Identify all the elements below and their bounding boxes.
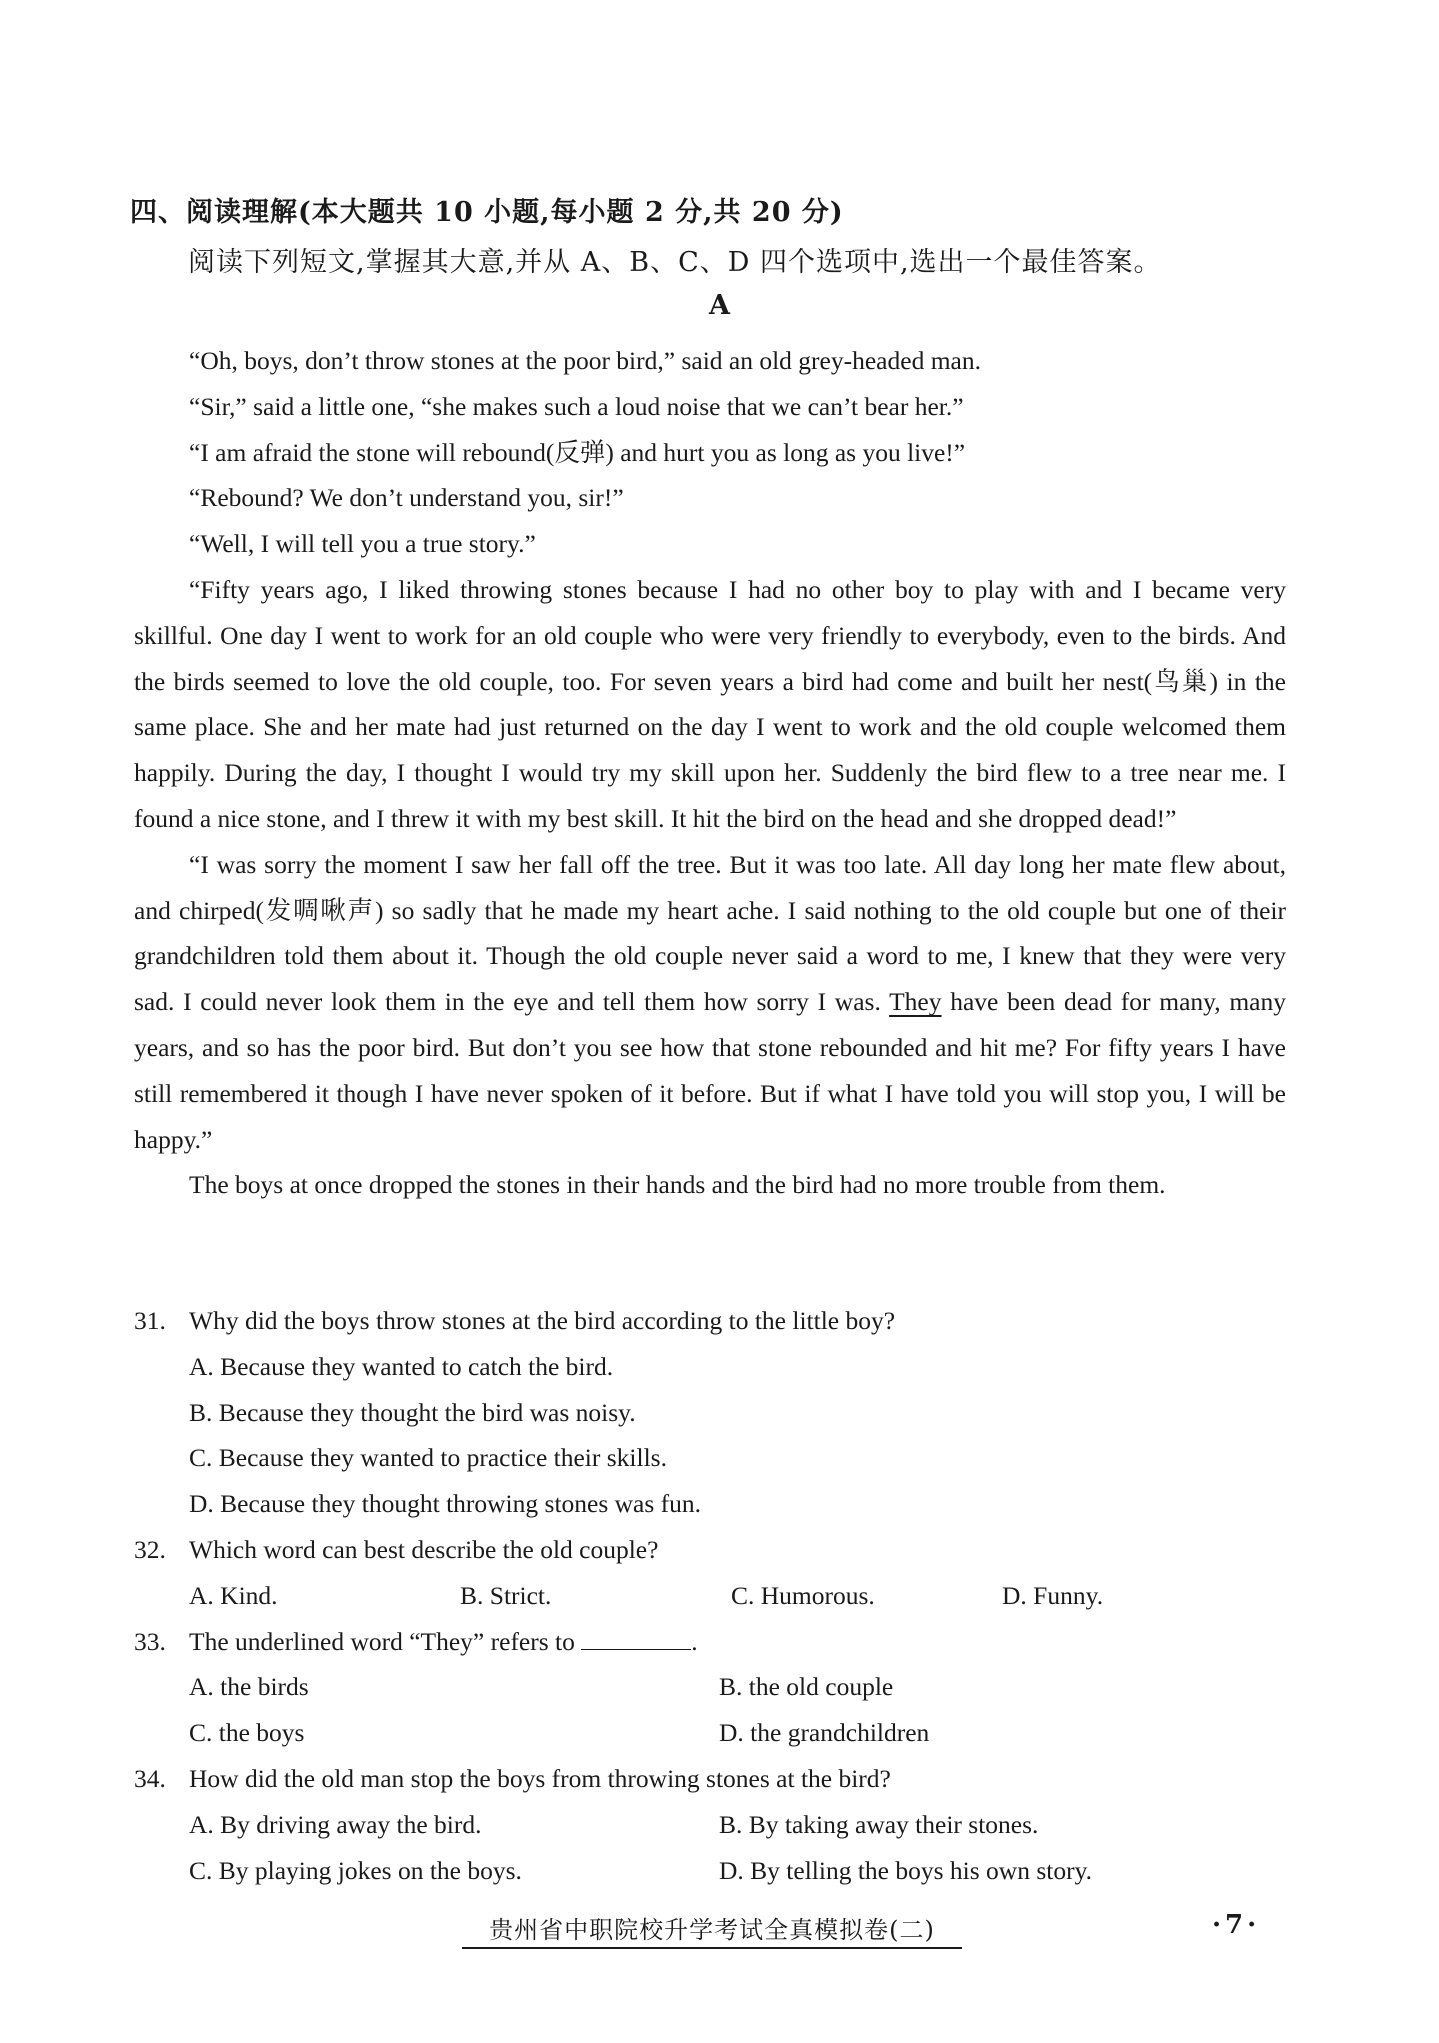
- passage-paragraph: “Well, I will tell you a true story.”: [189, 529, 536, 559]
- question-text: The underlined word “They” refers to: [189, 1626, 582, 1656]
- question-text: Which word can best describe the old couple?: [189, 1534, 659, 1564]
- option-b[interactable]: B. By taking away their stones.: [719, 1809, 1039, 1839]
- option-c[interactable]: C. Because they wanted to practice their skills.: [189, 1443, 667, 1473]
- option-row: [134, 1573, 1286, 1619]
- option-row: [134, 1802, 1286, 1848]
- question-number: 32.: [134, 1534, 166, 1564]
- question-text: Why did the boys throw stones at the bird according to the little boy?: [189, 1306, 896, 1335]
- option-row: [134, 1848, 1286, 1894]
- option-b[interactable]: B. the old couple: [719, 1672, 894, 1702]
- option-b[interactable]: B. Because they thought the bird was noisy.: [189, 1397, 636, 1427]
- option-a[interactable]: A. the birds: [189, 1672, 309, 1702]
- question-32: [134, 1527, 1286, 1573]
- option-b[interactable]: B. Strict.: [460, 1580, 552, 1610]
- option-d[interactable]: D. By telling the boys his own story.: [719, 1855, 1093, 1885]
- option-a[interactable]: A. By driving away the bird.: [189, 1809, 482, 1839]
- question-31: [134, 1298, 1286, 1344]
- page-number: ·7·: [1212, 1910, 1261, 1940]
- section-title: 四、阅读理解(本大题共 10 小题,每小题 2 分,共 20 分): [130, 197, 844, 228]
- section-instruction: 阅读下列短文,掌握其大意,并从 A、B、C、D 四个选项中,选出一个最佳答案。: [188, 247, 1162, 278]
- question-text: How did the old man stop the boys from throwing stones at the bird?: [189, 1763, 891, 1793]
- option-row: [134, 1664, 1286, 1710]
- option-a[interactable]: A. Because they wanted to catch the bird.: [189, 1351, 614, 1381]
- footer-exam-title: 贵州省中职院校升学考试全真模拟卷(二): [462, 1910, 962, 1949]
- passage-paragraph: [134, 842, 1286, 1163]
- passage-paragraph: “Oh, boys, don’t throw stones at the poor bird,” said an old grey-headed man.: [189, 346, 981, 375]
- question-34: [134, 1756, 1286, 1802]
- question-33: [134, 1619, 1286, 1665]
- option-d[interactable]: D. the grandchildren: [719, 1718, 930, 1748]
- option-a[interactable]: A. Kind.: [189, 1580, 278, 1610]
- question-number: 31.: [134, 1306, 166, 1335]
- answer-blank[interactable]: [581, 1629, 691, 1650]
- passage-paragraph: “Rebound? We don’t understand you, sir!”: [189, 483, 624, 513]
- question-number: 34.: [134, 1763, 166, 1793]
- option-d[interactable]: D. Funny.: [1002, 1580, 1104, 1610]
- option-c[interactable]: C. By playing jokes on the boys.: [189, 1855, 522, 1885]
- passage-label: A: [709, 290, 730, 321]
- question-text-end: .: [691, 1626, 698, 1656]
- passage-paragraph: “Fifty years ago, I liked throwing stones because I had no other boy to play with and I became very skillful. One day I went to work for an old couple who were very friendly to everybody, even to the birds. And the birds seemed to love the old couple, too. For seven years a bird had come and built her nest(鸟巢) in the same place. She and her mate had just returned on the day I went to work and the old couple welcomed them happily. During the day, I thought I would try my skill upon her. Suddenly the bird flew to a tree near me. I found a nice stone, and I threw it with my best skill. It hit the bird on the head and she dropped dead!”: [134, 574, 1286, 833]
- option-c[interactable]: C. the boys: [189, 1718, 305, 1748]
- passage-paragraph: “Sir,” said a little one, “she makes such a loud noise that we can’t bear her.”: [189, 391, 964, 421]
- passage-paragraph: The boys at once dropped the stones in their hands and the bird had no more trouble from them.: [189, 1170, 1166, 1200]
- passage-paragraph: “I am afraid the stone will rebound(反弹) and hurt you as long as you live!”: [189, 437, 966, 467]
- passage-text: “I was sorry the moment I saw her fall off the tree. But it was too late. All day long her mate flew about, and chirped(发啁啾声) so sadly that he made my heart ache. I said nothing to the old couple but one of their grandchildren told them about it. Though the old couple never said a word to me, I knew that they were very sad. I could never look them in the eye and tell them how sorry I was.: [134, 849, 1286, 1017]
- question-list: [134, 1298, 1286, 1893]
- reading-passage: [134, 338, 1286, 1208]
- passage-text: have been dead for many, many years, and so has the poor bird. But don’t you see how that stone rebounded and hit me? For fifty years I have still remembered it though I have never spoken of it before. But if what I have told you will stop you, I will be happy.”: [134, 987, 1286, 1154]
- question-number: 33.: [134, 1626, 166, 1656]
- option-row: [134, 1710, 1286, 1756]
- option-d[interactable]: D. Because they thought throwing stones was fun.: [189, 1489, 702, 1519]
- underlined-word: They: [889, 987, 942, 1017]
- option-c[interactable]: C. Humorous.: [731, 1580, 875, 1610]
